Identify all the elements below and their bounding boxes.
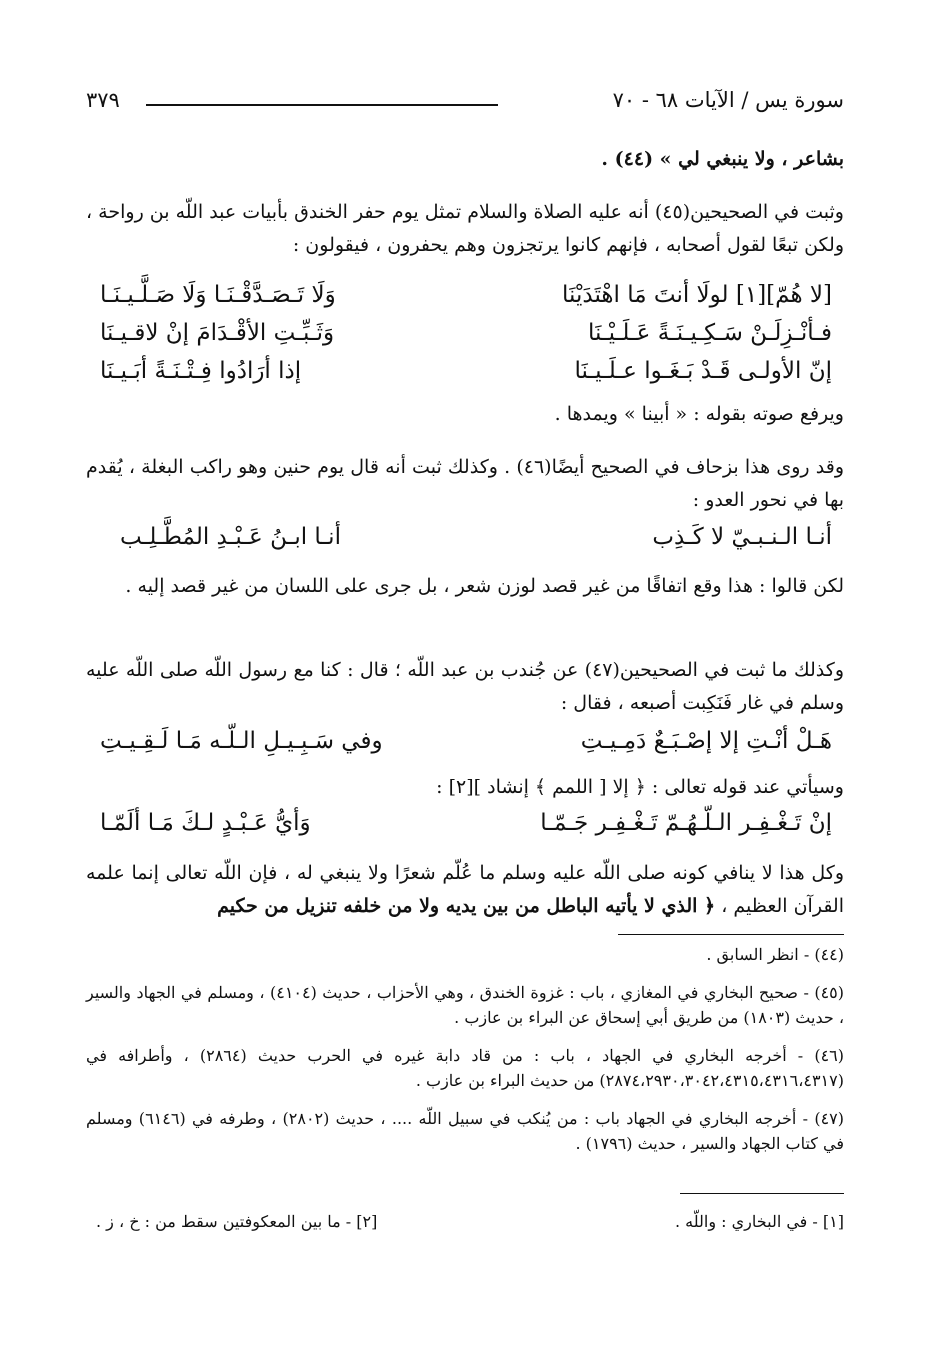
footnote-47: (٤٧) - أخرجه البخاري في الجهاد باب : من يُنكب في سبيل اللّه .... ، حديث (٢٨٠٢) ، وطرفه في (٦١٤٦) ومسلم في كتاب الجهاد والسير ، حديث (١٧٩٦) .: [86, 1109, 845, 1153]
paragraph-1: وثبت في الصحيحين(٤٥) أنه عليه الصلاة والسلام تمثل يوم حفر الخندق بأبيات عبد اللّه بن رواحة ، ولكن تبعًا لقول أصحابه ، فإنهم كانوا يرتجزون وهم يحفرون ، فيقولون :: [86, 201, 844, 256]
editor-note-2: [٢] - ما بين المعكوفتين سقط من : خ ، ز .: [96, 1212, 378, 1231]
footnote-46: (٤٦) - أخرجه البخاري في الجهاد ، باب : من قاد دابة غيره في الحرب حديث (٢٨٦٤) ، وأطرافه في (٢٨٧٤،٢٩٣٠،٣٠٤٢،٤٣١٥،٤٣١٦،٤٣١٧) من حديث البراء بن عازب .: [86, 1046, 844, 1090]
editor-notes-rule: [680, 1193, 844, 1194]
paragraph-7-text: وكل هذا لا ينافي كونه صلى اللّه عليه وسلم ما عُلّم شعرًا ولا ينبغي له ، فإن اللّه تعالى إنما علمه القرآن العظيم ،: [86, 862, 844, 917]
verse-4-first-hemistich: أنـا الـنـبـيّ لا كَـذِب: [652, 524, 832, 550]
verse-1-second-hemistich: وَلَا تَـصَـدَّقْـنَـا وَلَا صَـلَّـيـنَـا: [100, 282, 336, 308]
quran-quote: ﴿ الذي لا يأتيه الباطل من بين يديه ولا من خلفه تنزيل من حكيم: [217, 895, 716, 917]
paragraph-2: ويرفع صوته بقوله : « أبينا » ويمدها .: [554, 403, 844, 425]
verse-5-second-hemistich: وفي سَـبِـيـلِ الـلّـه مَـا لَـقِـيـتِ: [100, 728, 383, 754]
verse-line-6: [100, 810, 832, 844]
footnote-45: (٤٥) - صحيح البخاري في المغازي ، باب : غزوة الخندق ، وهي الأحزاب ، حديث (٤١٠٤) ، ومسلم في الجهاد والسير ، حديث (١٨٠٣) من طريق أبي إسحاق عن البراء بن عازب .: [86, 983, 844, 1027]
verse-line-1: [100, 282, 832, 316]
verse-6-first-hemistich: إنْ تَـغْـفِـر الـلّـهُـمّ تَـغْـفِـر جَـمّـا: [540, 810, 832, 836]
verse-5-first-hemistich: هَـلْ أنْـتِ إلا إصْـبَـعٌ دَمِـيـتِ: [580, 728, 832, 754]
verse-4-second-hemistich: أنـا ابـنُ عَـبْـدِ المُطَّـلِـب: [120, 524, 341, 550]
verse-3-first-hemistich: إنّ الأولـى قَـدْ بَـغَـوا عـلَـيـنَا: [574, 358, 832, 384]
footnote-44: (٤٤) - انظر السابق .: [706, 945, 844, 964]
verse-3-second-hemistich: إذا أرَادُوا فِـتْـنَـةً أبَـيـنَا: [100, 358, 302, 384]
verse-2-second-hemistich: وَثَـبِّـتِ الأقْـدَامَ إنْ لاقـيـنَا: [100, 320, 335, 346]
verse-6-second-hemistich: وَأيُّ عَـبْـدٍ لـكَ مَـا ألَمّـا: [100, 810, 311, 836]
footnote-rule: [618, 934, 844, 935]
verse-2-first-hemistich: فـأنْـزِلَـنْ سَـكِـيـنَـةً عَـلَـيْـنَا: [587, 320, 832, 346]
paragraph-7: [86, 857, 844, 923]
verse-line-3: [100, 358, 832, 392]
verse-line-5: [100, 728, 832, 762]
paragraph-6: وسيأتي عند قوله تعالى : ﴿ إلا [ اللمم ﴾ إنشاد ][٢] :: [436, 776, 844, 798]
verse-line-4: [120, 524, 832, 558]
opening-line: بشاعر ، ولا ينبغي لي » (٤٤) .: [601, 148, 844, 170]
paragraph-3: وقد روى هذا بزحاف في الصحيح أيضًا(٤٦) . وكذلك ثبت أنه قال يوم حنين وهو راكب البغلة ، يُقدم بها في نحور العدو :: [86, 456, 845, 511]
page-number: ٣٧٩: [86, 88, 120, 112]
running-header-title: سورة يس / الآيات ٦٨ - ٧٠: [612, 88, 844, 112]
header-rule: [146, 104, 498, 106]
paragraph-5: وكذلك ما ثبت في الصحيحين(٤٧) عن جُندب بن عبد اللّه ؛ قال : كنا مع رسول اللّه صلى اللّه عليه وسلم في غار فَنَكِبت أصبعه ، فقال :: [86, 659, 844, 714]
verse-1-first-hemistich: [لا هُمّ][١] لولَا أنتَ مَا اهْتَدَيْنَا: [562, 282, 832, 308]
paragraph-4: لكن قالوا : هذا وقع اتفاقًا من غير قصد لوزن شعر ، بل جرى على اللسان من غير قصد إليه .: [125, 575, 844, 597]
verse-line-2: [100, 320, 832, 354]
editor-note-1: [١] - في البخاري : واللّه .: [675, 1212, 844, 1231]
